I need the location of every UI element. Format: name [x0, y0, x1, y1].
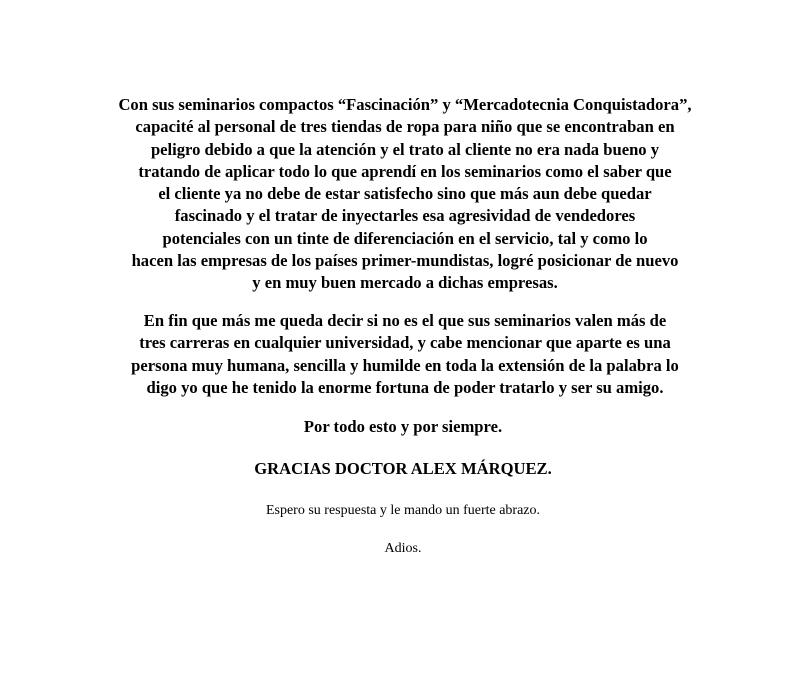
paragraph-2-line: persona muy humana, sencilla y humilde en toda la extensión de la palabra lo: [131, 355, 679, 375]
farewell-line: Espero su respuesta y le mando un fuerte abrazo.: [265, 503, 541, 518]
thanks-heading: GRACIAS DOCTOR ALEX MÁRQUEZ.: [254, 459, 552, 478]
paragraph-1-line: capacité al personal de tres tiendas de ropa para niño que se encontraban en: [135, 117, 675, 137]
paragraph-2-line: digo yo que he tenido la enorme fortuna de poder tratarlo y ser su amigo.: [146, 377, 664, 397]
paragraph-1-line: potenciales con un tinte de diferenciación en el servicio, tal y como lo: [162, 228, 648, 248]
signoff: Adios.: [384, 541, 422, 556]
testimonial-paragraph-1: [60, 94, 750, 295]
paragraph-1-line: y en muy buen mercado a dichas empresas.: [252, 273, 558, 293]
closing-line: Por todo esto y por siempre.: [303, 417, 503, 436]
paragraph-1-line: Con sus seminarios compactos “Fascinación” y “Mercadotecnia Conquistadora”,: [118, 95, 692, 114]
paragraph-1-line: el cliente ya no debe de estar satisfecho sino que más aun debe quedar: [158, 184, 652, 204]
paragraph-1-line: tratando de aplicar todo lo que aprendí en los seminarios como el saber que: [138, 161, 672, 181]
paragraph-1-line: fascinado y el tratar de inyectarles esa agresividad de vendedores: [174, 206, 636, 226]
paragraph-1-line: peligro debido a que la atención y el trato al cliente no era nada bueno y: [150, 139, 660, 159]
paragraph-2-line: En fin que más me queda decir si no es el que sus seminarios valen más de: [143, 311, 667, 330]
paragraph-2-line: tres carreras en cualquier universidad, y cabe mencionar que aparte es una: [139, 333, 671, 353]
testimonial-paragraph-2: [60, 310, 750, 399]
paragraph-1-line: hacen las empresas de los países primer-mundistas, logré posicionar de nuevo: [131, 251, 679, 271]
